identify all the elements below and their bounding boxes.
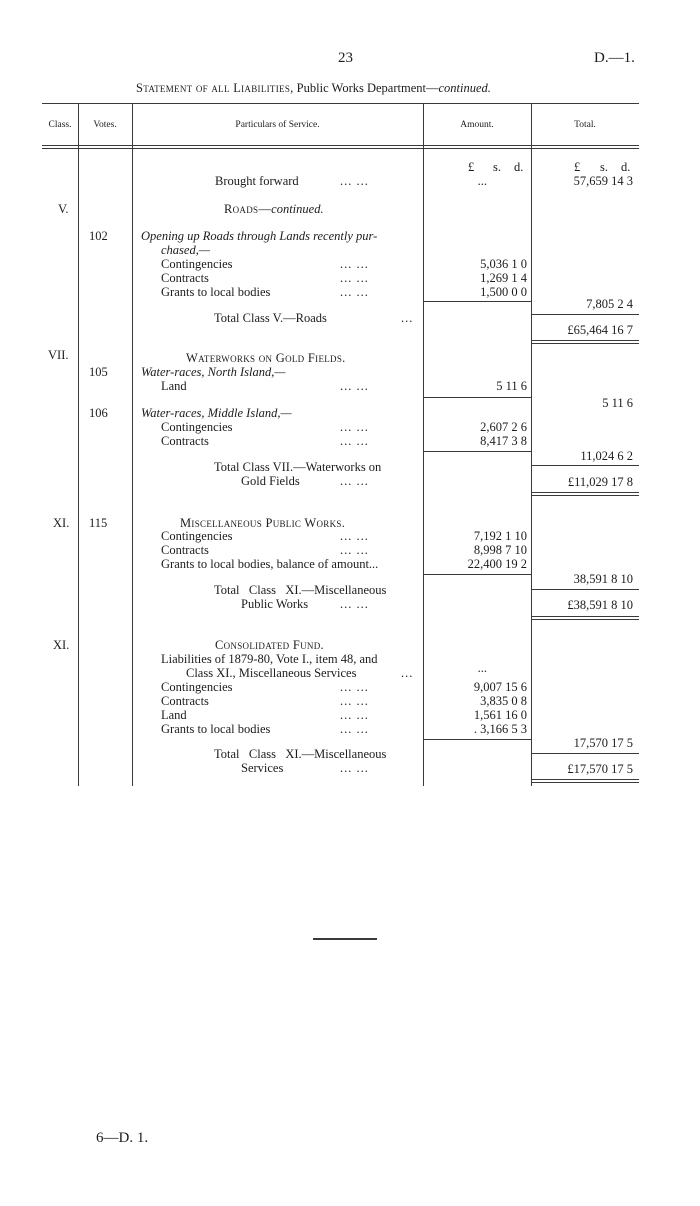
column-header-amount: Amount. bbox=[460, 120, 494, 130]
class-v-item-title-line2: chased,— bbox=[161, 243, 210, 257]
class-v-row-label: Grants to local bodies bbox=[161, 285, 271, 299]
class-v-row-amount: 1,500 0 0 bbox=[480, 285, 527, 299]
class-xi-misc-row-amount: 22,400 19 2 bbox=[467, 557, 527, 571]
class-xi-consolidated-row-label: Land bbox=[161, 708, 187, 722]
class-xi-misc-double-rule-2 bbox=[532, 619, 639, 620]
class-xi-misc-row-dots: ... ... bbox=[340, 529, 369, 543]
class-v-double-rule-2 bbox=[532, 343, 639, 344]
vote-102: 102 bbox=[89, 229, 108, 243]
amount-unit-pence: d. bbox=[514, 160, 524, 174]
document-reference: D.—1. bbox=[594, 50, 635, 66]
class-xi-consolidated-row-dots: ... ... bbox=[340, 694, 369, 708]
class-v-total-label: Total Class V.—Roads bbox=[214, 311, 327, 325]
class-vii-item-b-row-dots: ... ... bbox=[340, 420, 369, 434]
vote-106: 106 bbox=[89, 406, 108, 420]
class-v-item-title-line1: Opening up Roads through Lands recently pur- bbox=[141, 229, 378, 243]
class-xi-misc-row-label: Contingencies bbox=[161, 529, 233, 543]
brought-forward-dots: ... ... bbox=[340, 174, 369, 188]
brought-forward-amount: ... bbox=[477, 174, 487, 188]
col-rule-amount bbox=[531, 104, 532, 786]
class-v-double-rule bbox=[532, 340, 639, 341]
class-v-label: V. bbox=[58, 202, 69, 216]
class-v-heading-caps: Roads— bbox=[224, 202, 272, 216]
class-vii-item-a-subtotal: 5 11 6 bbox=[602, 396, 633, 410]
total-unit-shillings: s. bbox=[600, 160, 608, 174]
class-vii-total: £11,029 17 8 bbox=[567, 475, 633, 489]
amount-unit-shillings: s. bbox=[493, 160, 501, 174]
class-xi-consolidated-row-dots: ... ... bbox=[340, 708, 369, 722]
class-xi-misc-row-amount: 7,192 1 10 bbox=[473, 529, 527, 543]
vote-105: 105 bbox=[89, 365, 108, 379]
class-vii-item-a-title: Water-races, North Island,— bbox=[141, 365, 286, 379]
class-vii-heading: Waterworks on Gold Fields. bbox=[186, 351, 346, 365]
class-vii-total-rule bbox=[532, 465, 639, 466]
class-vii-item-b-amount-rule bbox=[424, 451, 531, 452]
class-v-total-rule bbox=[532, 314, 639, 315]
class-vii-item-a-row-amount: 5 11 6 bbox=[496, 379, 527, 393]
column-header-particulars: Particulars of Service. bbox=[235, 120, 320, 130]
class-xi-consolidated-row-amount: 9,007 15 6 bbox=[473, 680, 527, 694]
class-v-row-label: Contracts bbox=[161, 271, 209, 285]
column-header-total: Total. bbox=[574, 120, 596, 130]
class-xi-misc-heading: Miscellaneous Public Works. bbox=[180, 516, 346, 530]
class-v-heading bbox=[224, 202, 324, 216]
class-vii-item-b-title: Water-races, Middle Island,— bbox=[141, 406, 292, 420]
class-v-total-dots: ... bbox=[401, 311, 414, 325]
statement-title-caps: Statement of all Liabilities, bbox=[136, 81, 294, 95]
consolidated-intro-dots: ... bbox=[401, 666, 414, 680]
class-xi-consolidated-label: XI. bbox=[53, 638, 70, 652]
class-xi-consolidated-double-rule bbox=[532, 779, 639, 780]
class-xi-misc-row-label: Contracts bbox=[161, 543, 209, 557]
class-xi-consolidated-subtotal: 17,570 17 5 bbox=[573, 736, 633, 750]
class-xi-misc-total-label-line1: Total Class XI.—Miscellaneous bbox=[214, 583, 387, 597]
class-vii-item-a-amount-rule bbox=[424, 397, 531, 398]
class-xi-consolidated-amount-rule bbox=[424, 739, 531, 740]
class-xi-consolidated-row-dots: ... ... bbox=[340, 680, 369, 694]
class-xi-misc-total-rule bbox=[532, 589, 639, 590]
class-vii-item-b-row-dots: ... ... bbox=[340, 434, 369, 448]
column-header-class: Class. bbox=[48, 120, 72, 130]
col-rule-votes bbox=[132, 104, 133, 786]
class-xi-consolidated-row-label: Grants to local bodies bbox=[161, 722, 271, 736]
class-xi-consolidated-total-label-line1: Total Class XI.—Miscellaneous bbox=[214, 747, 387, 761]
class-xi-consolidated-row-amount: 1,561 16 0 bbox=[473, 708, 527, 722]
class-v-total: £65,464 16 7 bbox=[567, 323, 633, 337]
end-ornament-rule bbox=[313, 938, 377, 940]
class-v-heading-italic: continued. bbox=[271, 202, 324, 216]
amount-unit-pounds: £ bbox=[468, 160, 475, 174]
class-xi-consolidated-total: £17,570 17 5 bbox=[567, 762, 633, 776]
class-xi-consolidated-heading: Consolidated Fund. bbox=[215, 638, 324, 652]
class-xi-consolidated-row-label: Contingencies bbox=[161, 680, 233, 694]
class-xi-consolidated-row-dots: ... ... bbox=[340, 722, 369, 736]
class-vii-total-label-line2: Gold Fields bbox=[241, 474, 300, 488]
col-rule-class bbox=[78, 104, 79, 786]
consolidated-intro-line1: Liabilities of 1879-80, Vote I., item 48, and bbox=[161, 652, 378, 666]
class-xi-misc-total: £38,591 8 10 bbox=[567, 598, 633, 612]
class-xi-misc-row-label: Grants to local bodies, balance of amount... bbox=[161, 557, 379, 571]
statement-title-italic: continued. bbox=[438, 81, 491, 95]
class-xi-consolidated-row-amount: . 3,166 5 3 bbox=[473, 722, 527, 736]
total-unit-pence: d. bbox=[621, 160, 631, 174]
class-vii-total-label-line1: Total Class VII.—Waterworks on bbox=[214, 460, 382, 474]
footer-signature: 6—D. 1. bbox=[96, 1130, 149, 1146]
class-v-row-dots: ... ... bbox=[340, 285, 369, 299]
class-vii-double-rule bbox=[532, 492, 639, 493]
class-vii-label: VII. bbox=[48, 348, 69, 362]
class-vii-item-b-row-amount: 2,607 2 6 bbox=[480, 420, 527, 434]
class-vii-item-b-row-amount: 8,417 3 8 bbox=[480, 434, 527, 448]
statement-title-plain: Public Works Department— bbox=[293, 81, 439, 95]
class-vii-item-a-row-label: Land bbox=[161, 379, 187, 393]
class-xi-misc-total-dots: ... ... bbox=[340, 597, 369, 611]
statement-title bbox=[136, 81, 491, 96]
class-vii-double-rule-2 bbox=[532, 495, 639, 496]
total-unit-pounds: £ bbox=[574, 160, 581, 174]
class-xi-misc-row-dots: ... ... bbox=[340, 543, 369, 557]
class-xi-consolidated-total-label-line2: Services bbox=[241, 761, 284, 775]
consolidated-intro-amount: ... bbox=[477, 661, 487, 675]
class-v-row-dots: ... ... bbox=[340, 257, 369, 271]
class-v-row-dots: ... ... bbox=[340, 271, 369, 285]
class-xi-misc-row-amount: 8,998 7 10 bbox=[473, 543, 527, 557]
class-xi-consolidated-total-rule bbox=[532, 753, 639, 754]
class-xi-consolidated-row-label: Contracts bbox=[161, 694, 209, 708]
class-vii-item-a-row-dots: ... ... bbox=[340, 379, 369, 393]
class-vii-item-b-row-label: Contingencies bbox=[161, 420, 233, 434]
class-xi-misc-amount-rule bbox=[424, 574, 531, 575]
column-header-votes: Votes. bbox=[93, 120, 117, 130]
class-v-subtotal: 7,805 2 4 bbox=[586, 297, 633, 311]
class-v-row-amount: 1,269 1 4 bbox=[480, 271, 527, 285]
class-vii-item-b-subtotal: 11,024 6 2 bbox=[580, 449, 633, 463]
page-number: 23 bbox=[338, 50, 353, 66]
class-xi-consolidated-double-rule-2 bbox=[532, 782, 639, 783]
class-xi-misc-subtotal: 38,591 8 10 bbox=[573, 572, 633, 586]
class-xi-misc-double-rule bbox=[532, 616, 639, 617]
class-xi-misc-total-label-line2: Public Works bbox=[241, 597, 309, 611]
class-xi-consolidated-row-amount: 3,835 0 8 bbox=[480, 694, 527, 708]
class-v-row-label: Contingencies bbox=[161, 257, 233, 271]
class-vii-item-b-row-label: Contracts bbox=[161, 434, 209, 448]
consolidated-intro-line2: Class XI., Miscellaneous Services bbox=[186, 666, 357, 680]
class-v-amount-rule bbox=[424, 301, 531, 302]
class-xi-misc-label: XI. bbox=[53, 516, 70, 530]
class-xi-consolidated-total-dots: ... ... bbox=[340, 761, 369, 775]
vote-115: 115 bbox=[89, 516, 108, 530]
brought-forward-label: Brought forward bbox=[215, 174, 299, 188]
class-v-row-amount: 5,036 1 0 bbox=[480, 257, 527, 271]
brought-forward-total: 57,659 14 3 bbox=[573, 174, 633, 188]
class-vii-total-dots: ... ... bbox=[340, 474, 369, 488]
